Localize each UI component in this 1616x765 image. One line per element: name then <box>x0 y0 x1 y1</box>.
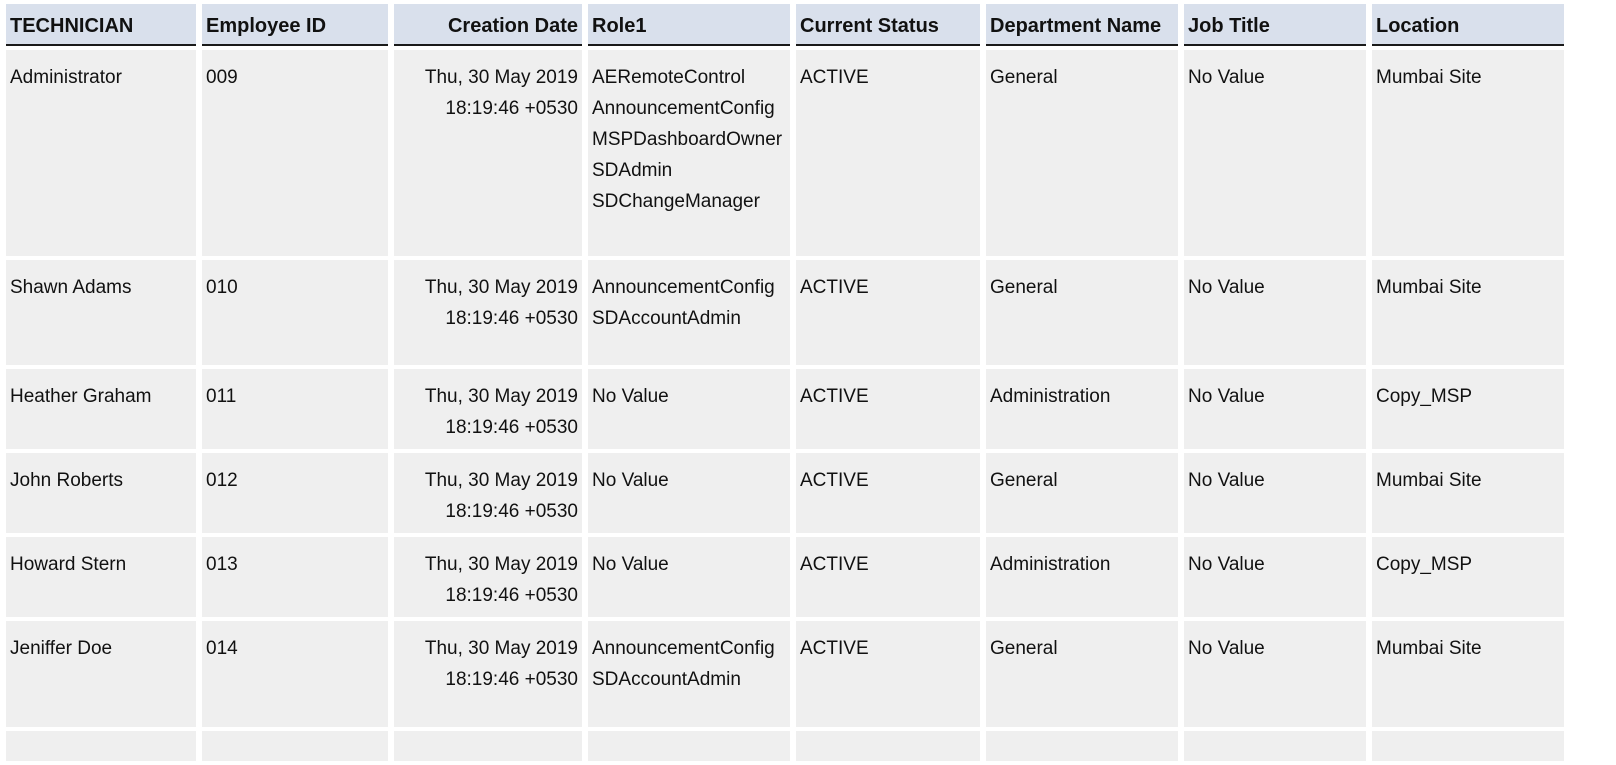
creation-date-cell-line: 18:19:46 +0530 <box>445 98 578 119</box>
status-cell: ACTIVE <box>796 260 980 365</box>
creation-date-cell <box>394 369 582 449</box>
status-cell: ACTIVE <box>796 621 980 727</box>
job-title-cell: No Value <box>1184 369 1366 449</box>
role-cell-line: MSPDashboardOwner <box>592 129 783 150</box>
department-cell: General <box>986 621 1178 727</box>
column-header-current-status[interactable]: Current Status <box>796 4 980 46</box>
column-header-location[interactable]: Location <box>1372 4 1564 46</box>
department-cell: Administration <box>986 369 1178 449</box>
role-cell-line: SDChangeManager <box>592 191 760 212</box>
job-title-cell: No Value <box>1184 537 1366 617</box>
empty-cell <box>1184 731 1366 761</box>
table-row <box>6 537 1564 617</box>
creation-date-cell-line: 18:19:46 +0530 <box>445 308 578 329</box>
status-cell: ACTIVE <box>796 369 980 449</box>
technician-cell: Jeniffer Doe <box>6 621 196 727</box>
department-cell: General <box>986 50 1178 256</box>
creation-date-cell-line: 18:19:46 +0530 <box>445 417 578 438</box>
creation-date-cell-line: 18:19:46 +0530 <box>445 669 578 690</box>
empty-cell <box>394 731 582 761</box>
column-header-role1[interactable]: Role1 <box>588 4 790 46</box>
technician-cell: Administrator <box>6 50 196 256</box>
empty-cell <box>1372 731 1564 761</box>
role-cell-line: AnnouncementConfig <box>592 638 775 659</box>
creation-date-cell <box>394 50 582 256</box>
column-header-employee-id[interactable]: Employee ID <box>202 4 388 46</box>
role-cell-line: No Value <box>592 386 669 407</box>
role-cell <box>588 50 790 256</box>
employee-id-cell: 013 <box>202 537 388 617</box>
location-cell: Mumbai Site <box>1372 453 1564 533</box>
role-cell <box>588 621 790 727</box>
technician-cell: Shawn Adams <box>6 260 196 365</box>
location-cell: Mumbai Site <box>1372 621 1564 727</box>
creation-date-cell <box>394 453 582 533</box>
job-title-cell: No Value <box>1184 50 1366 256</box>
department-cell: General <box>986 453 1178 533</box>
technician-cell: John Roberts <box>6 453 196 533</box>
column-header-job-title[interactable]: Job Title <box>1184 4 1366 46</box>
location-cell: Copy_MSP <box>1372 369 1564 449</box>
creation-date-cell-line: 18:19:46 +0530 <box>445 585 578 606</box>
role-cell-line: No Value <box>592 470 669 491</box>
creation-date-cell <box>394 621 582 727</box>
creation-date-cell-line: Thu, 30 May 2019 <box>424 554 578 575</box>
employee-id-cell: 009 <box>202 50 388 256</box>
table-row-partial <box>6 731 1564 761</box>
role-cell-line: No Value <box>592 554 669 575</box>
role-cell <box>588 369 790 449</box>
role-cell <box>588 453 790 533</box>
table-row <box>6 369 1564 449</box>
technician-cell: Heather Graham <box>6 369 196 449</box>
job-title-cell: No Value <box>1184 453 1366 533</box>
role-cell-line: SDAccountAdmin <box>592 308 741 329</box>
table-row <box>6 453 1564 533</box>
location-cell: Copy_MSP <box>1372 537 1564 617</box>
location-cell: Mumbai Site <box>1372 50 1564 256</box>
empty-cell <box>6 731 196 761</box>
department-cell: General <box>986 260 1178 365</box>
table-row <box>6 50 1564 256</box>
creation-date-cell-line: Thu, 30 May 2019 <box>424 470 578 491</box>
department-cell: Administration <box>986 537 1178 617</box>
job-title-cell: No Value <box>1184 621 1366 727</box>
empty-cell <box>796 731 980 761</box>
column-header-creation-date[interactable]: Creation Date <box>394 4 582 46</box>
creation-date-cell-line: Thu, 30 May 2019 <box>424 386 578 407</box>
creation-date-cell <box>394 260 582 365</box>
role-cell-line: SDAccountAdmin <box>592 669 741 690</box>
table-row <box>6 260 1564 365</box>
empty-cell <box>588 731 790 761</box>
table-header-row <box>6 4 1564 46</box>
employee-id-cell: 014 <box>202 621 388 727</box>
job-title-cell: No Value <box>1184 260 1366 365</box>
status-cell: ACTIVE <box>796 537 980 617</box>
employee-id-cell: 012 <box>202 453 388 533</box>
creation-date-cell <box>394 537 582 617</box>
column-header-technician[interactable]: TECHNICIAN <box>6 4 196 46</box>
role-cell <box>588 260 790 365</box>
status-cell: ACTIVE <box>796 50 980 256</box>
table-row <box>6 621 1564 727</box>
creation-date-cell-line: Thu, 30 May 2019 <box>424 277 578 298</box>
technician-cell: Howard Stern <box>6 537 196 617</box>
empty-cell <box>986 731 1178 761</box>
empty-cell <box>202 731 388 761</box>
status-cell: ACTIVE <box>796 453 980 533</box>
creation-date-cell-line: 18:19:46 +0530 <box>445 501 578 522</box>
location-cell: Mumbai Site <box>1372 260 1564 365</box>
employee-id-cell: 010 <box>202 260 388 365</box>
role-cell-line: AnnouncementConfig <box>592 277 775 298</box>
table-body <box>6 50 1564 761</box>
role-cell-line: SDAdmin <box>592 160 673 181</box>
role-cell-line: AnnouncementConfig <box>592 98 775 119</box>
role-cell <box>588 537 790 617</box>
creation-date-cell-line: Thu, 30 May 2019 <box>424 67 578 88</box>
column-header-department-name[interactable]: Department Name <box>986 4 1178 46</box>
role-cell-line: AERemoteControl <box>592 67 746 88</box>
employee-id-cell: 011 <box>202 369 388 449</box>
creation-date-cell-line: Thu, 30 May 2019 <box>424 638 578 659</box>
